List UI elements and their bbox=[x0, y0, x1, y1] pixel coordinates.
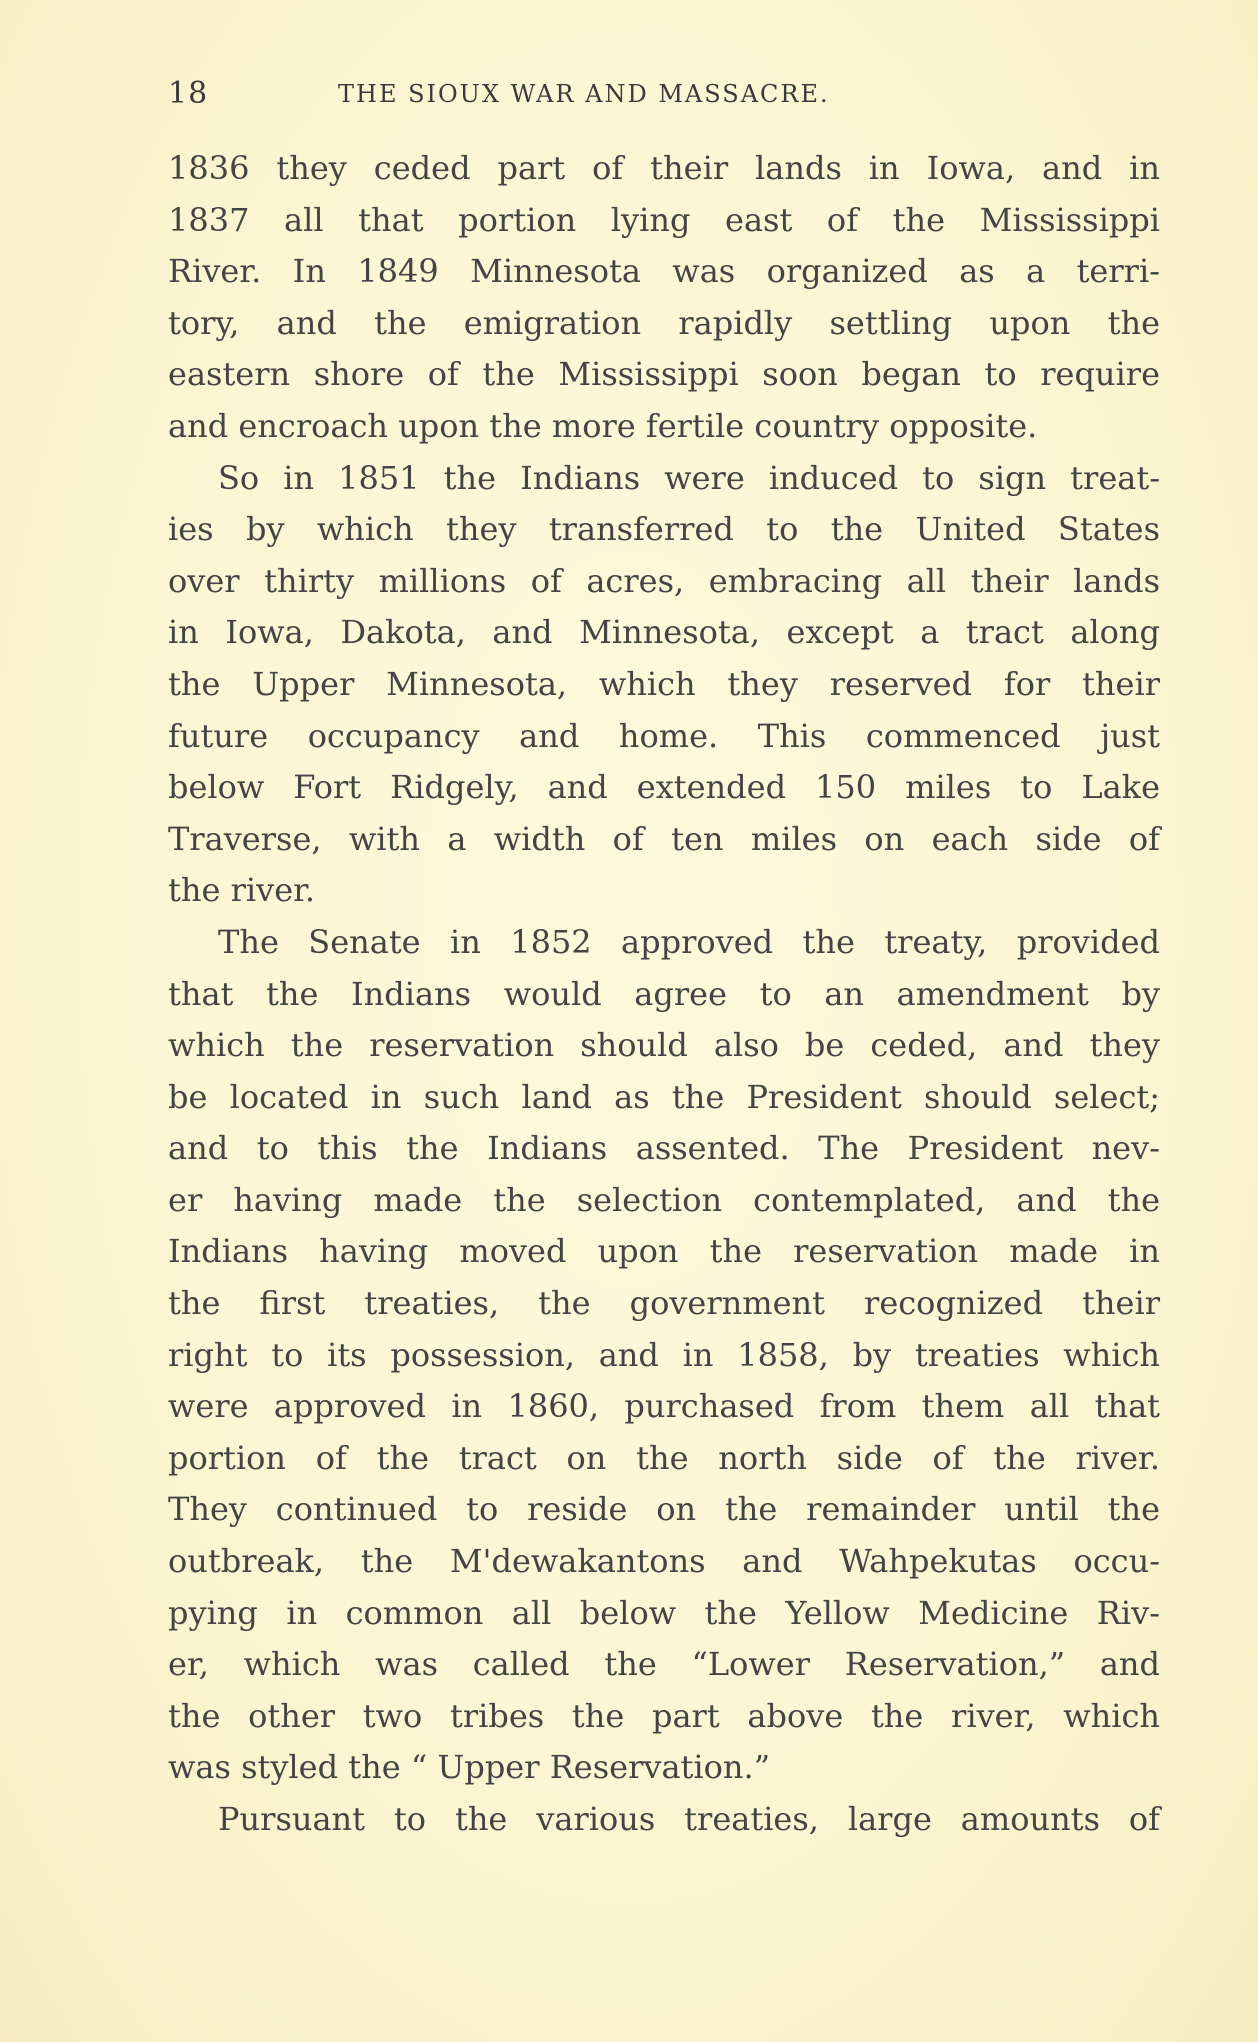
text-line: er having made the selection contemplated, and the bbox=[168, 1180, 1160, 1219]
body-text bbox=[168, 143, 1160, 1846]
text-line: Indians having moved upon the reservation made in bbox=[168, 1232, 1160, 1271]
text-line: and to this the Indians assented. The President nev- bbox=[168, 1129, 1160, 1168]
text-line: future occupancy and home. This commenced just bbox=[168, 716, 1160, 755]
text-line: the Upper Minnesota, which they reserved for their bbox=[168, 664, 1160, 703]
text-line: over thirty millions of acres, embracing all their lands bbox=[168, 561, 1160, 600]
text-line: They continued to reside on the remainder until the bbox=[168, 1490, 1160, 1529]
text-line: 1837 all that portion lying east of the Mississippi bbox=[168, 200, 1160, 239]
text-line: pying in common all below the Yellow Medicine Riv- bbox=[168, 1593, 1160, 1632]
text-line: The Senate in 1852 approved the treaty, provided bbox=[218, 922, 1160, 961]
text-line: outbreak, the M'dewakantons and Wahpekutas occu- bbox=[168, 1542, 1160, 1581]
text-line: ies by which they transferred to the United States bbox=[168, 510, 1160, 549]
text-line: er, which was called the “Lower Reservation,” and bbox=[168, 1645, 1160, 1684]
text-line: was styled the “ Upper Reservation.” bbox=[168, 1748, 771, 1787]
text-line: and encroach upon the more fertile country opposite. bbox=[168, 406, 1038, 445]
text-line: right to its possession, and in 1858, by treaties which bbox=[168, 1335, 1160, 1374]
text-line: River. In 1849 Minnesota was organized as a terri- bbox=[168, 252, 1160, 291]
text-line: were approved in 1860, purchased from them all that bbox=[168, 1387, 1160, 1426]
text-line: the first treaties, the government recognized their bbox=[168, 1284, 1160, 1323]
page-number: 18 bbox=[168, 76, 209, 111]
text-line: in Iowa, Dakota, and Minnesota, except a tract along bbox=[168, 613, 1160, 652]
text-line: So in 1851 the Indians were induced to sign treat- bbox=[218, 458, 1160, 497]
text-line: that the Indians would agree to an amendment by bbox=[168, 974, 1160, 1013]
page-header bbox=[168, 76, 968, 116]
text-line: Pursuant to the various treaties, large amounts of bbox=[218, 1800, 1160, 1838]
text-line: Traverse, with a width of ten miles on each side of bbox=[168, 819, 1160, 858]
text-line: below Fort Ridgely, and extended 150 miles to Lake bbox=[168, 768, 1160, 807]
text-line: 1836 they ceded part of their lands in Iowa, and in bbox=[168, 149, 1160, 187]
text-line: portion of the tract on the north side of the river. bbox=[168, 1438, 1160, 1477]
text-line: the river. bbox=[168, 871, 316, 910]
text-line: eastern shore of the Mississippi soon began to require bbox=[168, 355, 1160, 394]
text-line: which the reservation should also be ceded, and they bbox=[168, 1026, 1160, 1065]
running-head: THE SIOUX WAR AND MASSACRE. bbox=[338, 80, 830, 108]
text-line: the other two tribes the part above the river, which bbox=[168, 1696, 1160, 1735]
text-line: tory, and the emigration rapidly settling upon the bbox=[168, 303, 1160, 342]
text-line: be located in such land as the President should select; bbox=[168, 1077, 1160, 1116]
